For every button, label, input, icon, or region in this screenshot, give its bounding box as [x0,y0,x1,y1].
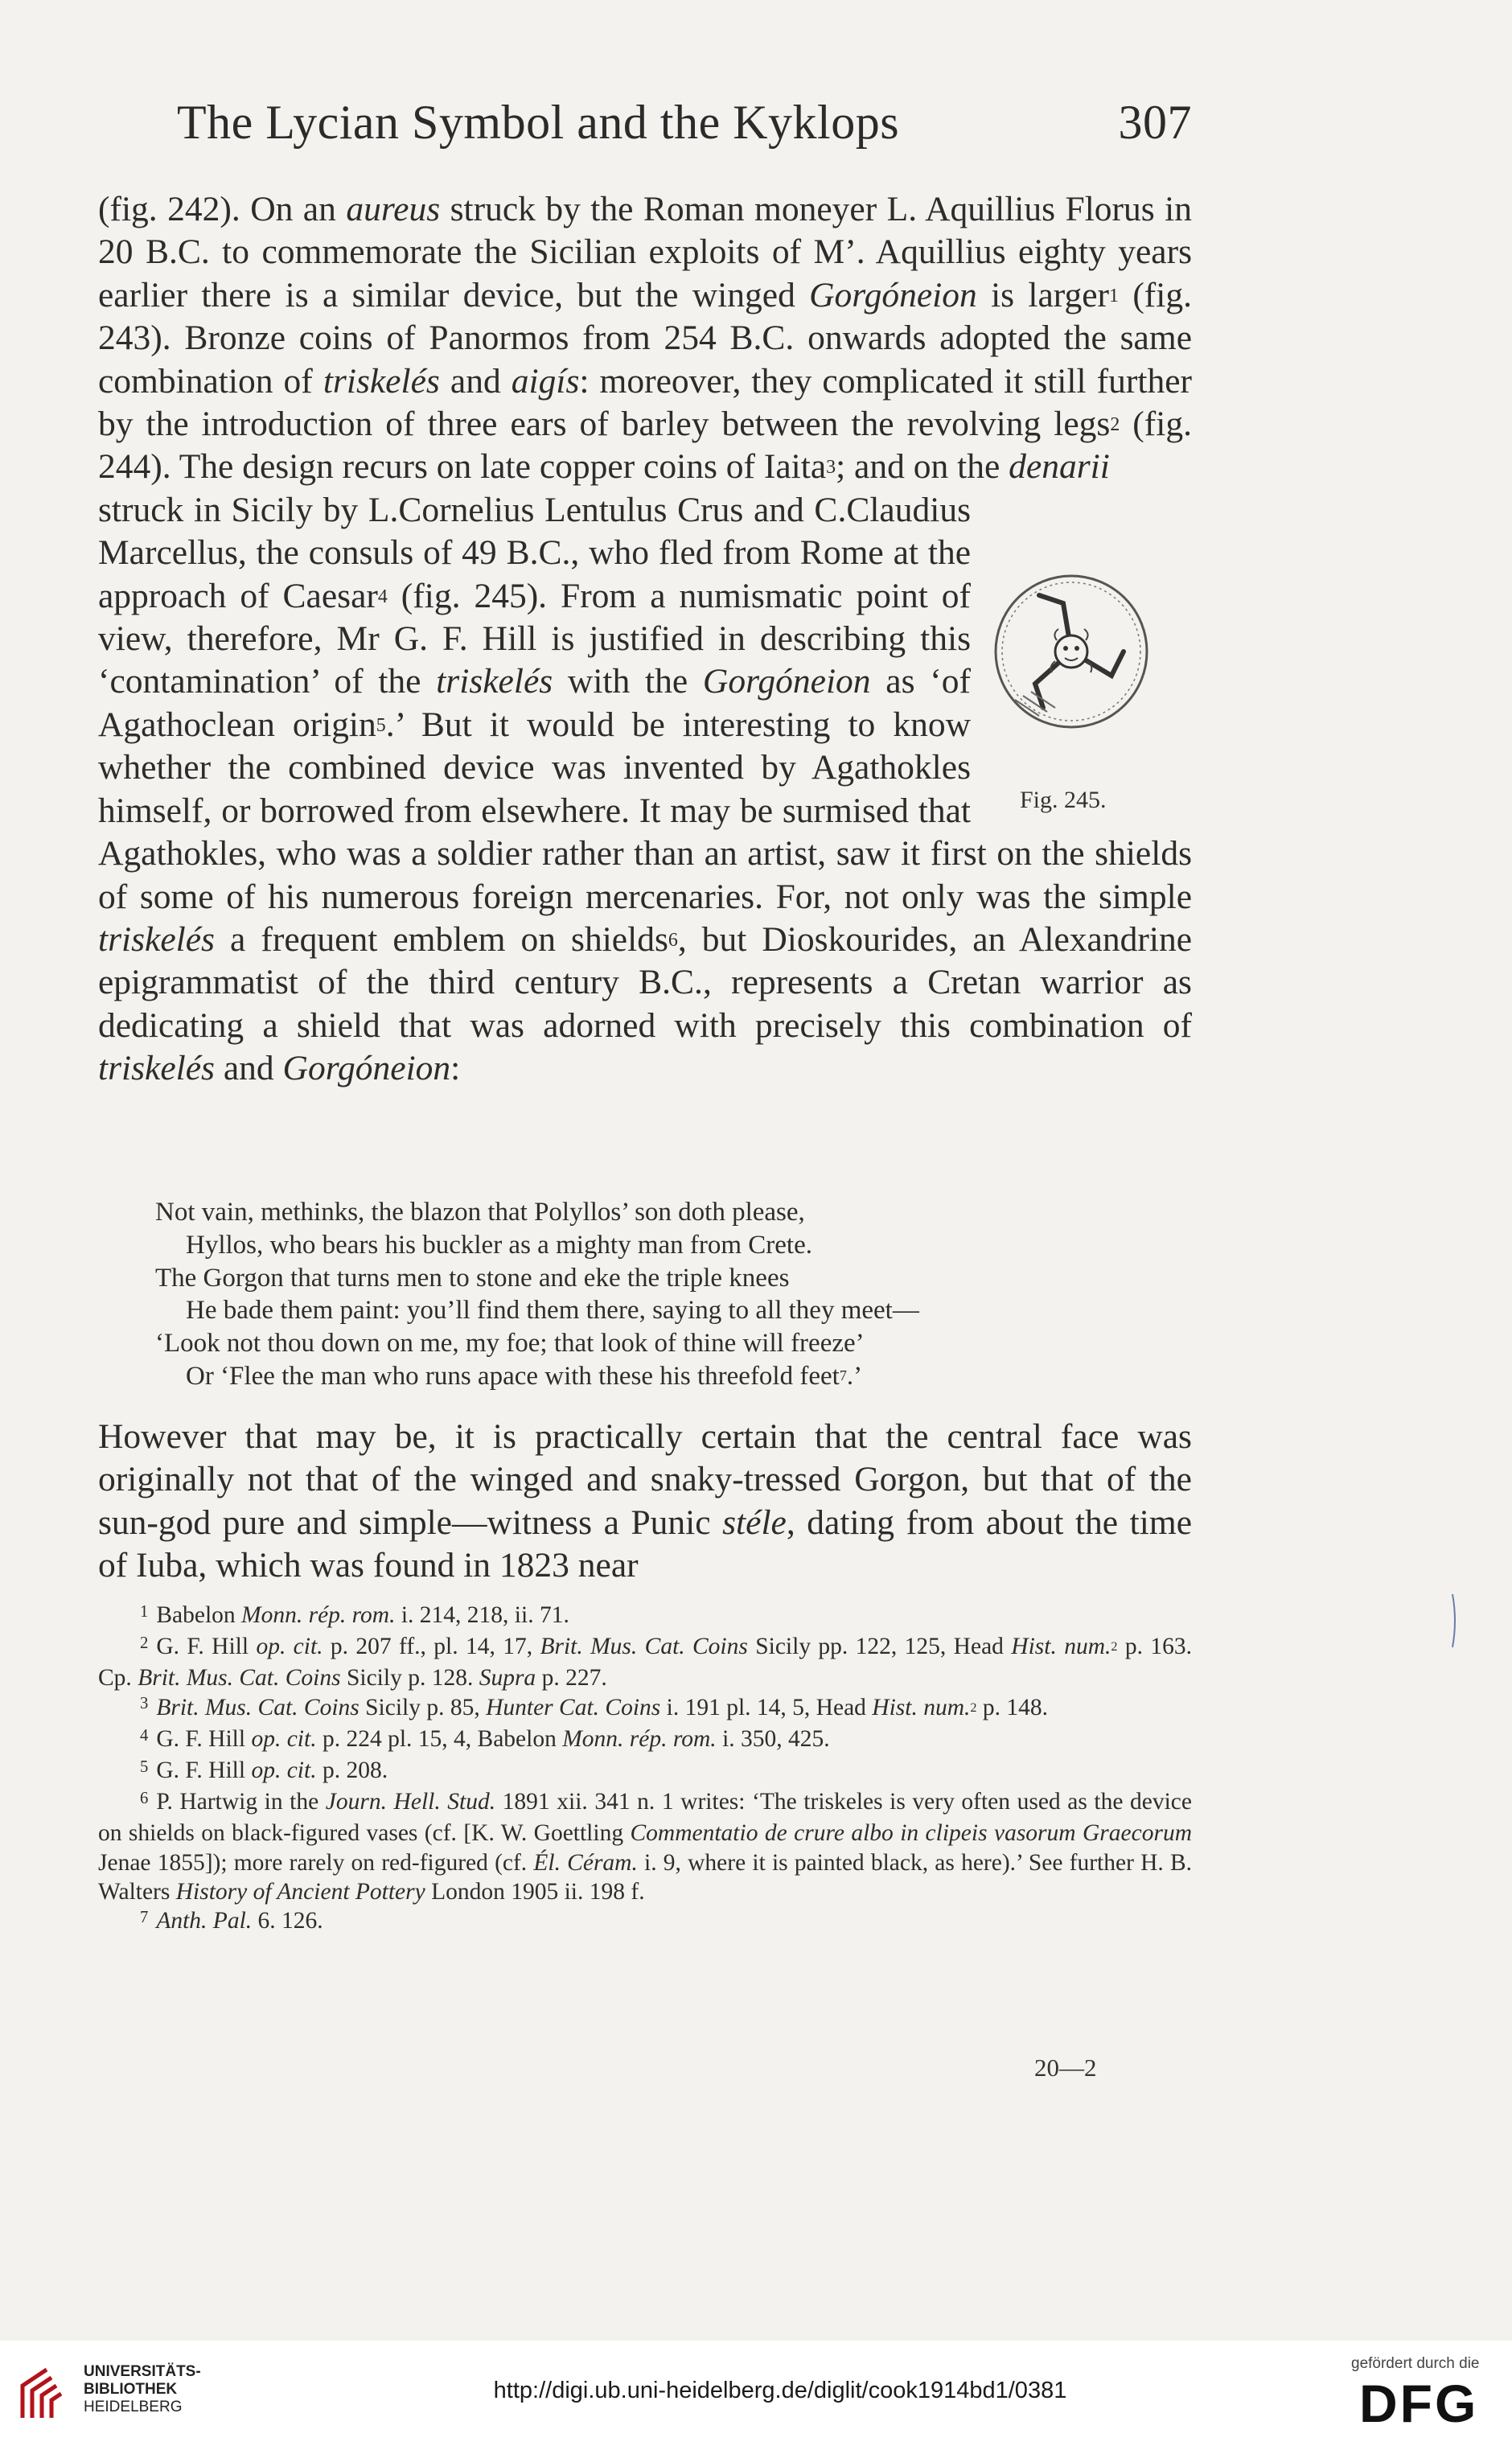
signature-mark: 20—2 [1034,2053,1097,2082]
footnote-1: $^1$ Babelon Monn. rép. rom. i. 214, 218, ii. 71. [140,1602,569,1628]
triskeles-gorgoneion-coin-icon [991,571,1152,812]
university-library-logo-icon[interactable] [14,2362,79,2426]
footnote-ref-3[interactable]: 3 [826,457,836,479]
verse-line: Hyllos, who bears his buckler as a mighty man from Crete. [186,1230,812,1260]
verse-line: Not vain, methinks, the blazon that Polyllos’ son doth please, [155,1198,805,1227]
verse-line: He bade them paint: you’ll find them there, saying to all they meet— [186,1296,919,1326]
page-number: 307 [1118,96,1192,149]
verse-line: Or ‘Flee the man who runs apace with these his threefold feet$^7$.’ [186,1361,863,1391]
verse-line: ‘Look not thou down on me, my foe; that look of thine will freeze’ [155,1329,865,1359]
paragraph-2: However that may be, it is practically certain that the central face was originally not that of the winged and snaky-tressed Gorgon, but that of the sun-god pure and simple—witness a Punic stéle, dating from about the time of Iuba, which was found in 1823 near [98,1417,1192,1585]
dfg-logo[interactable]: DFG [1359,2374,1479,2433]
permalink-url[interactable]: http://digi.ub.uni-heidelberg.de/diglit/cook1914bd1/0381 [493,2378,1067,2403]
header-title: The Lycian Symbol and the Kyklops [177,96,900,149]
verse-quotation [155,1196,1193,1393]
footnote-ref-2[interactable]: 2 [1110,414,1120,436]
footnote-2: $^2$ G. F. Hill op. cit. p. 207 ff., pl. 14, 17, Brit. Mus. Cat. Coins Sicily pp. 122, 125, Head Hist. num.$^2$ p. 163. Cp. Brit. Mus. Cat. Coins Sicily p. 128. Supra p. 227. [98,1634,1192,1692]
funded-by-label: gefördert durch die [1351,2355,1480,2372]
footnote-ref-7[interactable]: 7 [839,1367,847,1384]
page-edge-mark [1451,1593,1457,1649]
footnote-3: $^3$ Brit. Mus. Cat. Coins Sicily p. 85, Hunter Cat. Coins i. 191 pl. 14, 5, Head Hist. num.$^2$ p. 148. [140,1694,1049,1720]
footnotes [98,1601,1192,1938]
footnote-ref-4[interactable]: 4 [377,586,388,607]
footnote-4: $^4$ G. F. Hill op. cit. p. 224 pl. 15, 4, Babelon Monn. rép. rom. i. 350, 425. [140,1725,830,1752]
footnote-ref-5[interactable]: 5 [376,714,386,736]
paragraph-1: (fig. 242). On an aureus struck by the Roman moneyer L. Aquillius Florus in 20 B.C. to commemorate the Sicilian exploits of M’. Aquillius eighty years earlier there is a similar device, but the winged Gorgóneion is larger$^1$ (fig. 243). Bronze coins of Panormos from 254 B.C. onwards adopted the same combination of triskelés and aigís: moreover, they complicated it still further by the introduction of three ears of barley between the revolving legs$^2$ (fig. 244). The design recurs on late copper coins of Iaita$^3$; and on the denarii struck in Sicily by L.Cornelius Lentulus Crus and C.Claudius Marcellus, the consuls of 49 B.C., who fled from Rome at the approach of Caesar$^4$ (fig. 245). From a numismatic point of view, therefore, Mr G. F. Hill is justified in describing this ‘contamination’ of the triskelés with the Gorgóneion as ‘of Agathoclean origin$^5$.’ But it would be interesting to know whether the combined device was invented by Agathokles himself, or borrowed from elsewhere. It may be surmised that Agathokles, who was a soldier rather than an artist, saw it first on the shields of some of his numerous foreign mercenaries. For, not only was the simple triskelés a frequent emblem on shields$^6$, but Dioskourides, an Alexandrine epigrammatist of the third century B.C., represents a Cretan warrior as dedicating a shield that was adorned with precisely this combination of triskelés and Gorgóneion: [98,190,1193,1088]
footnote-ref-1[interactable]: 1 [1109,285,1119,306]
figure-caption: Fig. 245. [1020,787,1107,813]
university-library-name[interactable]: UNIVERSITÄTS- BIBLIOTHEK HEIDELBERG [84,2363,201,2415]
footnote-5: $^5$ G. F. Hill op. cit. p. 208. [140,1757,388,1784]
footnote-6: $^6$ P. Hartwig in the Journ. Hell. Stud. 1891 xii. 341 n. 1 writes: ‘The triskeles is very often used as the device on shields on black-figured vases (cf. [K. W. Goettling Commentatio de crure albo in clipeis vasorum Graecorum Jenae 1855]); more rarely on red-figured (cf. Él. Céram. i. 9, where it is painted black, as here).’ See further H. B. Walters History of Ancient Pottery London 1905 ii. 198 f. [98,1789,1193,1905]
running-header [177,95,1192,167]
footnote-ref-6[interactable]: 6 [668,929,678,951]
footnote-7: $^7$ Anth. Pal. 6. 126. [140,1908,323,1934]
verse-line: The Gorgon that turns men to stone and eke the triple knees [155,1263,790,1293]
